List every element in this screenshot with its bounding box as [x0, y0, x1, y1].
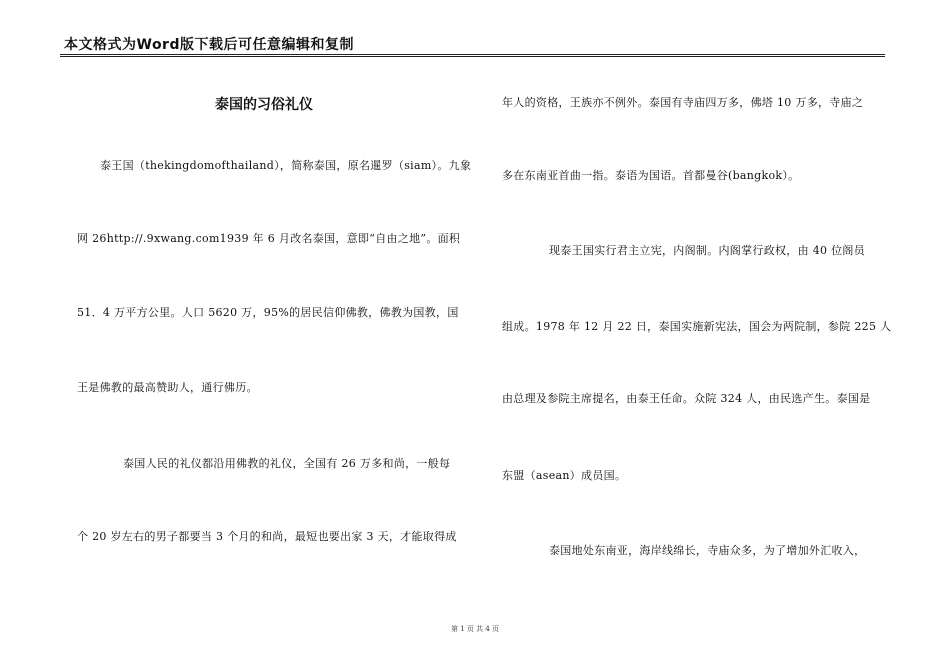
paragraph-line: 多在东南亚首曲一指。泰语为国语。首都曼谷(bangkok）。: [502, 169, 800, 182]
paragraph-line: 东盟（asean）成员国。: [502, 469, 627, 482]
paragraph-line: 51．4 万平方公里。人口 5620 万，95%的居民信仰佛教，佛教为国教，国: [77, 306, 459, 319]
header-rule-top: [60, 54, 885, 55]
header-rule-bottom: [60, 56, 885, 57]
paragraph-line: 年人的资格，王族亦不例外。泰国有寺庙四万多，佛塔 10 万多，寺庙之: [502, 96, 864, 109]
document-banner: 本文格式为Word版下载后可任意编辑和复制: [64, 37, 354, 53]
page-number: 第 1 页 共 4 页: [450, 625, 500, 633]
paragraph-line: 网 26http://.9xwang.com1939 年 6 月改名泰国，意即“自由之地”。面积: [77, 232, 461, 245]
paragraph-line: 个 20 岁左右的男子都要当 3 个月的和尚，最短也要出家 3 天，才能取得成: [77, 530, 457, 543]
paragraph-line: 组成。1978 年 12 月 22 日，泰国实施新宪法，国会为两院制，参院 225 人: [502, 320, 892, 333]
paragraph-line: 泰国地处东南亚，海岸线绵长，寺庙众多，为了增加外汇收入，: [549, 544, 866, 557]
article-title: 泰国的习俗礼仪: [215, 97, 313, 113]
paragraph-line: 泰国人民的礼仪都沿用佛教的礼仪，全国有 26 万多和尚，一般每: [123, 457, 451, 470]
paragraph-line: 泰王国（thekingdomofthailand），简称泰国，原名暹罗（siam）。九象: [100, 159, 472, 172]
paragraph-line: 王是佛教的最高赞助人，通行佛历。: [77, 381, 258, 394]
paragraph-line: 现泰王国实行君主立宪，内阁制。内阁掌行政权，由 40 位阁员: [549, 244, 865, 257]
paragraph-line: 由总理及参院主席提名，由泰王任命。众院 324 人，由民选产生。泰国是: [502, 392, 871, 405]
